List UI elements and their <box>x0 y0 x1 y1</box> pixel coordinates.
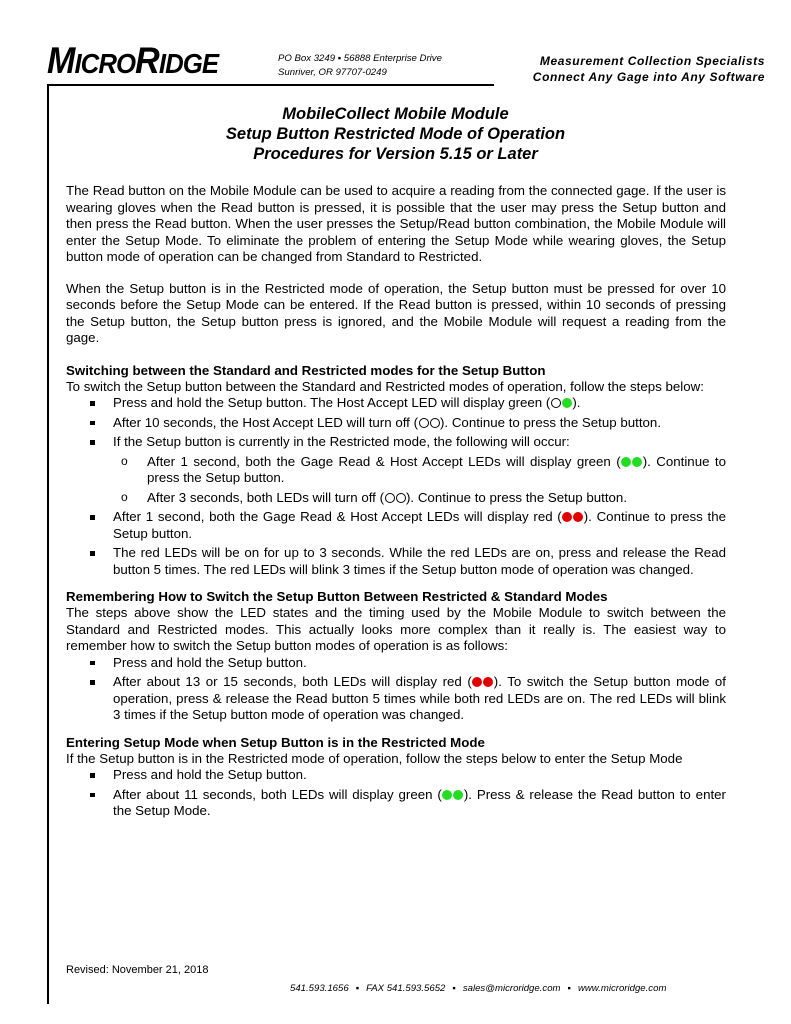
list-item: The red LEDs will be on for up to 3 seconds. While the red LEDs are on, press and release the Read button 5 times. The red LEDs will blink 3 times if the Setup button mode of operation was changed. <box>66 545 726 578</box>
list-item: After 1 second, both the Gage Read & Host Accept LEDs will display red ( ). Continue to press the Setup button. <box>66 509 726 542</box>
list-item: Press and hold the Setup button. <box>66 655 726 672</box>
footer-website[interactable]: www.microridge.com <box>577 983 667 994</box>
led-green-icon <box>442 790 452 800</box>
left-margin-rule <box>47 84 49 1004</box>
tagline-line-1: Measurement Collection Specialists <box>539 54 765 68</box>
led-green-icon <box>453 790 463 800</box>
list-item: Press and hold the Setup button. The Host Accept LED will display green ( ). <box>66 395 726 412</box>
list-item: After about 13 or 15 seconds, both LEDs will display red ( ). To switch the Setup button mode of operation, press & release the Read button 5 times while both red LEDs are on. The red LEDs will blink 3 times if the Setup button mode of operation was changed. <box>66 674 726 724</box>
led-off-icon <box>551 398 561 408</box>
revision-date: Revised: November 21, 2018 <box>66 964 209 976</box>
section-1-heading: Switching between the Standard and Restricted modes for the Setup Button <box>66 362 546 378</box>
title-line-3: Procedures for Version 5.15 or Later <box>253 145 538 163</box>
company-tagline <box>533 53 765 85</box>
title-line-1: MobileCollect Mobile Module <box>282 105 509 123</box>
tagline-line-2: Connect Any Gage into Any Software <box>532 70 765 84</box>
footer-fax: FAX 541.593.5652 <box>366 983 446 994</box>
led-red-icon <box>483 677 493 687</box>
document-title <box>0 104 791 164</box>
section-2-intro: The steps above show the LED states and the timing used by the Mobile Module to switch between the Standard and Restricted modes. This actually looks more complex than it really is. The easiest way to remember how to switch the Setup button modes of operation is as follows: <box>66 605 726 653</box>
section-1-intro: To switch the Setup button between the Standard and Restricted modes of operation, follow the steps below: <box>66 378 704 394</box>
intro-paragraph-2: When the Setup button is in the Restricted mode of operation, the Setup button must be pressed for over 10 seconds before the Setup Mode can be entered. If the Read button is pressed, within 10 seconds of pressing the Setup button, the Setup button press is ignored, and the Mobile Module will request a reading from the gage. <box>66 280 726 345</box>
led-off-icon <box>396 493 406 503</box>
led-off-icon <box>430 418 440 428</box>
led-green-icon <box>562 398 572 408</box>
section-3-intro: If the Setup button is in the Restricted mode of operation, follow the steps below to enter the Setup Mode <box>66 750 683 766</box>
address-line-1: PO Box 3249 ▪ 56888 Enterprise Drive <box>278 53 442 64</box>
section-1-list <box>66 395 726 578</box>
company-logo: MICRORIDGE <box>47 40 219 81</box>
led-off-icon <box>419 418 429 428</box>
led-red-icon <box>573 512 583 522</box>
address-line-2: Sunriver, OR 97707-0249 <box>278 67 387 78</box>
section-3-list <box>66 767 726 820</box>
led-off-icon <box>385 493 395 503</box>
led-red-icon <box>562 512 572 522</box>
sub-list-item: o After 1 second, both the Gage Read & Host Accept LEDs will display green ( ). Continue to press the Setup button. <box>113 454 726 487</box>
led-green-icon <box>621 457 631 467</box>
section-2-heading: Remembering How to Switch the Setup Button Between Restricted & Standard Modes <box>66 589 608 604</box>
contact-footer: 541.593.1656 ▪ FAX 541.593.5652 ▪ sales@microridge.com ▪ www.microridge.com <box>290 983 667 994</box>
section-2-list <box>66 655 726 724</box>
intro-paragraph-1: The Read button on the Mobile Module can be used to acquire a reading from the connected gage. If the user is wearing gloves when the Read button is pressed, it is possible that the user may press the Setup button and then press the Read button. When the user presses the Setup/Read button combination, the Mobile Module will enter the Setup Mode. To eliminate the problem of entering the Setup Mode while wearing gloves, the Setup button mode of operation can be changed from Standard to Restricted. <box>66 183 726 264</box>
header-rule <box>47 84 494 86</box>
footer-phone: 541.593.1656 <box>290 983 349 994</box>
list-item: Press and hold the Setup button. <box>66 767 726 784</box>
sub-list-item: o After 3 seconds, both LEDs will turn off ( ). Continue to press the Setup button. <box>113 490 726 507</box>
section-3-heading: Entering Setup Mode when Setup Button is in the Restricted Mode <box>66 734 485 750</box>
led-red-icon <box>472 677 482 687</box>
section-1-sublist <box>113 454 726 507</box>
company-address <box>278 52 442 80</box>
led-green-icon <box>632 457 642 467</box>
list-item: After about 11 seconds, both LEDs will display green ( ). Press & release the Read button to enter the Setup Mode. <box>66 787 726 820</box>
footer-email[interactable]: sales@microridge.com <box>462 983 561 994</box>
list-item: After 10 seconds, the Host Accept LED will turn off ( ). Continue to press the Setup button. <box>66 415 726 432</box>
document-body <box>66 183 726 823</box>
list-item: If the Setup button is currently in the Restricted mode, the following will occur: o After 1 second, both the Gage Read & Host Accept LEDs will display green ( ). Continue to press the Setup button. o After 3 seconds, both LEDs will turn off ( ). Continue to press the Setup button. <box>66 434 726 506</box>
title-line-2: Setup Button Restricted Mode of Operation <box>225 125 566 143</box>
